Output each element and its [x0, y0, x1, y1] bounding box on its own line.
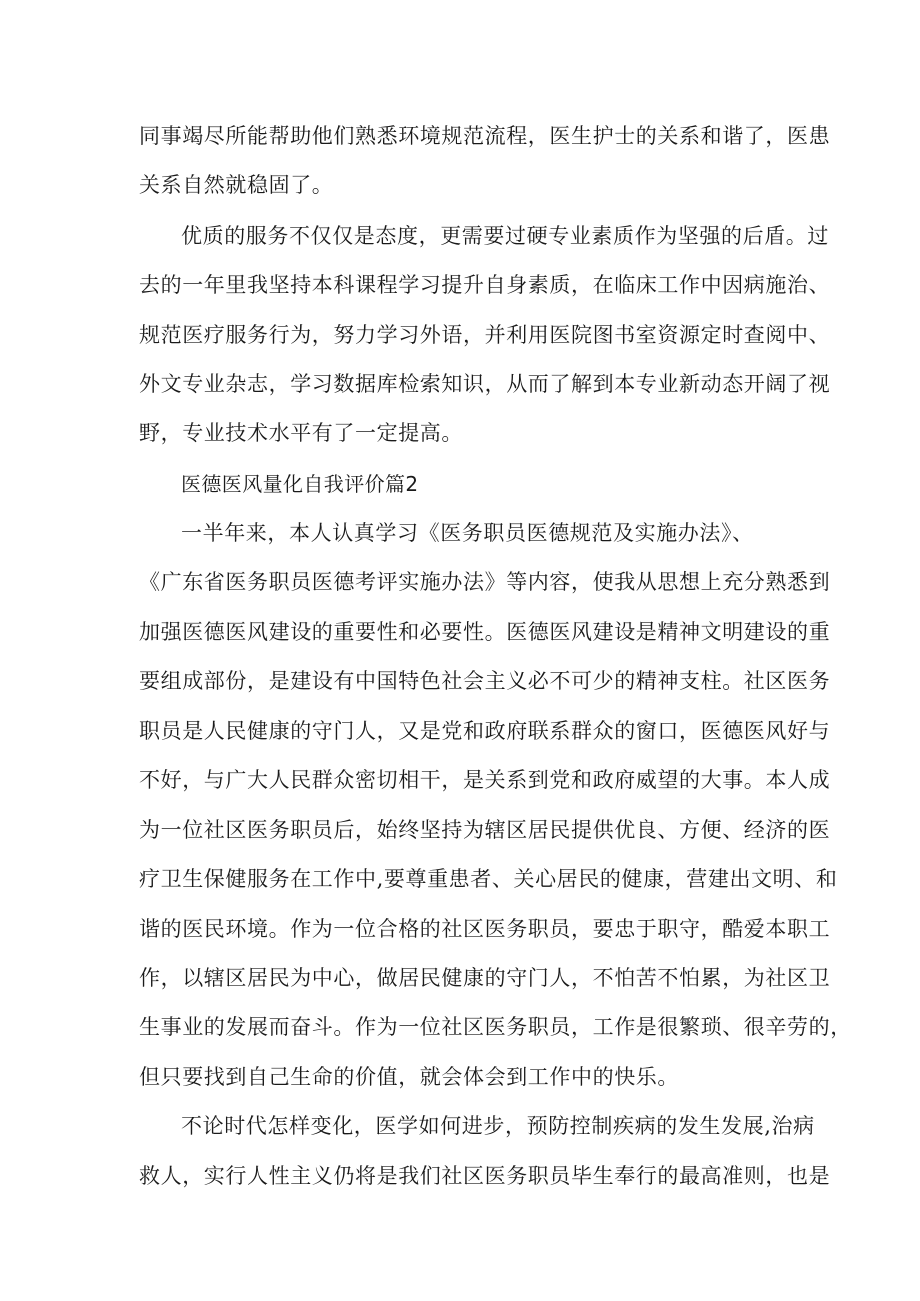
paragraph-3-line-3: 加强医德医风建设的重要性和必要性。医德医风建设是精神文明建设的重 — [139, 620, 831, 644]
paragraph-2-line-1: 优质的服务不仅仅是态度，更需要过硬专业素质作为坚强的后盾。过 — [181, 224, 829, 248]
paragraph-2-line-5: 野，专业技术水平有了一定提高。 — [139, 421, 463, 445]
paragraph-4-line-1: 不论时代怎样变化，医学如何进步，预防控制疾病的发生发展,治病 — [181, 1114, 815, 1138]
paragraph-3-line-12: 但只要找到自己生命的价值，就会体会到工作中的快乐。 — [139, 1065, 679, 1089]
paragraph-3-line-11: 生事业的发展而奋斗。作为一位社区医务职员，工作是很繁琐、很辛劳的， — [139, 1015, 852, 1039]
paragraph-3-line-2: 《广东省医务职员医德考评实施办法》等内容，使我从思想上充分熟悉到 — [139, 570, 831, 594]
paragraph-3-line-7: 为一位社区医务职员后，始终坚持为辖区居民提供优良、方便、经济的医 — [139, 818, 831, 842]
paragraph-1-line-1: 同事竭尽所能帮助他们熟悉环境规范流程，医生护士的关系和谐了，医患 — [139, 124, 831, 148]
paragraph-4-line-2: 救人，实行人性主义仍将是我们社区医务职员毕生奉行的最高准则，也是 — [139, 1164, 831, 1188]
paragraph-1-line-2: 关系自然就稳固了。 — [139, 173, 334, 197]
paragraph-3-line-1: 一半年来，本人认真学习《医务职员医德规范及实施办法》、 — [181, 521, 754, 545]
paragraph-3-line-6: 不好，与广大人民群众密切相干，是关系到党和政府威望的大事。本人成 — [139, 768, 831, 792]
paragraph-3-line-9: 谐的医民环境。作为一位合格的社区医务职员，要忠于职守，酷爱本职工 — [139, 917, 831, 941]
paragraph-2-line-3: 规范医疗服务行为，努力学习外语，并利用医院图书室资源定时查阅中、 — [139, 323, 831, 347]
paragraph-3-line-4: 要组成部份，是建设有中国特色社会主义必不可少的精神支柱。社区医务 — [139, 669, 831, 693]
paragraph-3-line-8: 疗卫生保健服务在工作中,要尊重患者、关心居民的健康，营建出文明、和 — [139, 867, 838, 891]
paragraph-3-line-5: 职员是人民健康的守门人，又是党和政府联系群众的窗口，医德医风好与 — [139, 719, 831, 743]
paragraph-3-line-10: 作，以辖区居民为中心，做居民健康的守门人，不怕苦不怕累，为社区卫 — [139, 966, 831, 990]
paragraph-2-line-4: 外文专业杂志，学习数据库检索知识，从而了解到本专业新动态开阔了视 — [139, 372, 831, 396]
paragraph-2-line-2: 去的一年里我坚持本科课程学习提升自身素质，在临床工作中因病施治、 — [139, 273, 831, 297]
section-heading: 医德医风量化自我评价篇2 — [181, 472, 419, 496]
